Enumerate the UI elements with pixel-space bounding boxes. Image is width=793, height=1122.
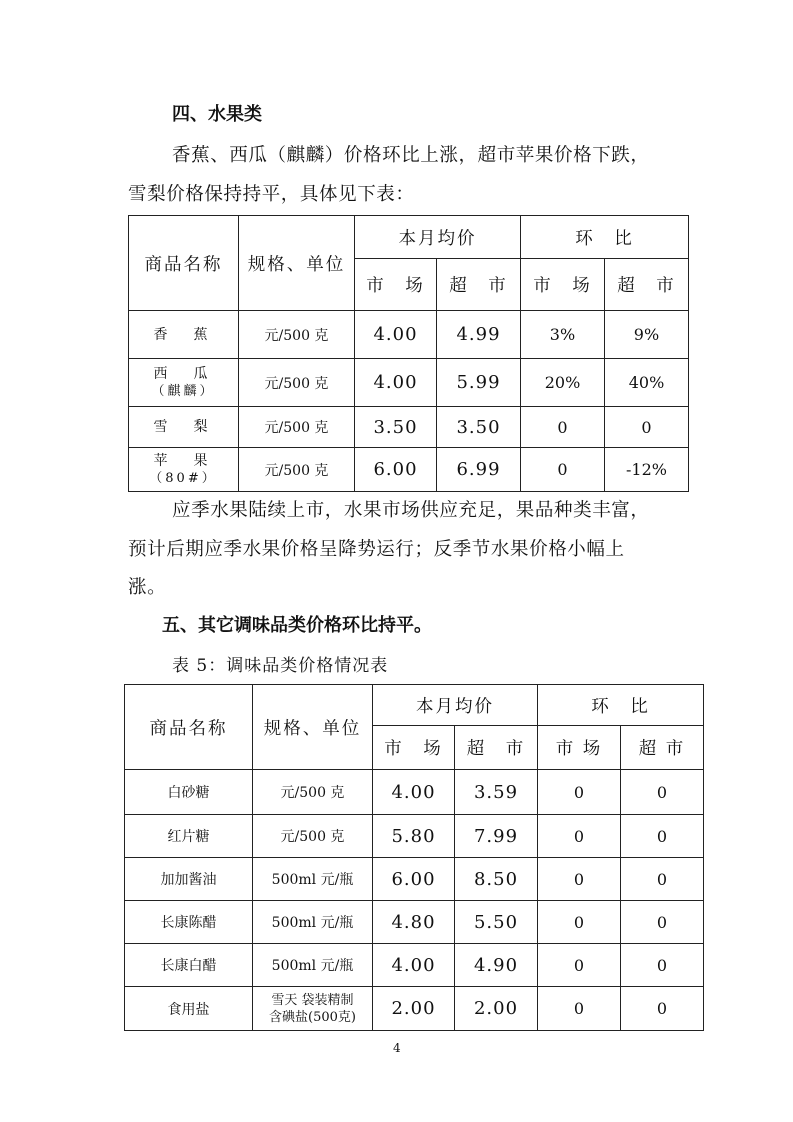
header-price-supermarket: 超 市 xyxy=(455,726,538,770)
mom-supermarket: 0 xyxy=(621,815,704,858)
product-unit: 500ml 元/瓶 xyxy=(253,858,373,901)
header-product-name: 商品名称 xyxy=(125,685,253,770)
header-price-market: 市 场 xyxy=(355,259,437,311)
mom-supermarket: 0 xyxy=(621,944,704,987)
mom-market: 0 xyxy=(538,770,621,815)
price-supermarket: 3.50 xyxy=(437,407,521,448)
section-5-heading: 五、其它调味品类价格环比持平。 xyxy=(162,615,432,636)
header-monthly-average-price: 本月均价 xyxy=(373,685,538,726)
price-supermarket: 5.99 xyxy=(437,359,521,407)
price-market: 4.00 xyxy=(373,944,455,987)
product-name-sub: （80#） xyxy=(149,470,218,486)
header-product-name: 商品名称 xyxy=(129,216,239,311)
condiment-price-table xyxy=(124,684,704,1031)
table-row xyxy=(129,448,689,492)
mom-supermarket: -12% xyxy=(605,448,689,492)
table-row xyxy=(125,901,704,944)
section-4-intro-line-1: 香蕉、西瓜（麒麟）价格环比上涨，超市苹果价格下跌， xyxy=(172,145,650,166)
price-market: 6.00 xyxy=(373,858,455,901)
price-supermarket: 4.90 xyxy=(455,944,538,987)
header-monthly-average-price: 本月均价 xyxy=(355,216,521,259)
price-supermarket: 2.00 xyxy=(455,987,538,1031)
header-price-supermarket: 超 市 xyxy=(437,259,521,311)
product-name xyxy=(129,448,239,492)
mom-market: 0 xyxy=(521,407,605,448)
product-name: 长康白醋 xyxy=(125,944,253,987)
product-name xyxy=(129,359,239,407)
mom-market: 0 xyxy=(538,858,621,901)
price-market: 4.00 xyxy=(355,359,437,407)
product-unit: 元/500 克 xyxy=(253,815,373,858)
product-name: 加加酱油 xyxy=(125,858,253,901)
product-unit: 元/500 克 xyxy=(239,407,355,448)
product-name-sub: （麒麟） xyxy=(151,383,216,399)
product-unit: 元/500 克 xyxy=(239,359,355,407)
product-name-main: 西 瓜 xyxy=(153,365,214,382)
table-row xyxy=(129,407,689,448)
product-unit: 元/500 克 xyxy=(253,770,373,815)
product-unit: 500ml 元/瓶 xyxy=(253,944,373,987)
product-name: 白砂糖 xyxy=(125,770,253,815)
product-name: 香 蕉 xyxy=(129,311,239,359)
section-4-intro-line-2: 雪梨价格保持持平，具体见下表： xyxy=(128,184,415,205)
price-supermarket: 7.99 xyxy=(455,815,538,858)
price-supermarket: 8.50 xyxy=(455,858,538,901)
table-row xyxy=(125,815,704,858)
header-month-on-month: 环 比 xyxy=(538,685,704,726)
price-market: 4.00 xyxy=(373,770,455,815)
table-row xyxy=(125,987,704,1031)
price-supermarket: 5.50 xyxy=(455,901,538,944)
price-market: 3.50 xyxy=(355,407,437,448)
product-unit-line-1: 雪天 袋装精制 xyxy=(271,992,354,1008)
product-name: 食用盐 xyxy=(125,987,253,1031)
product-unit xyxy=(253,987,373,1031)
mom-market: 0 xyxy=(521,448,605,492)
page-number: 4 xyxy=(393,1041,401,1055)
header-mom-market: 市 场 xyxy=(538,726,621,770)
mom-market: 0 xyxy=(538,944,621,987)
mom-supermarket: 40% xyxy=(605,359,689,407)
header-month-on-month: 环 比 xyxy=(521,216,689,259)
mom-market: 20% xyxy=(521,359,605,407)
section-4-outlook-line-1: 应季水果陆续上市，水果市场供应充足，果品种类丰富， xyxy=(172,500,650,521)
header-spec-unit: 规格、单位 xyxy=(253,685,373,770)
table-row xyxy=(125,858,704,901)
mom-market: 0 xyxy=(538,815,621,858)
mom-supermarket: 0 xyxy=(621,770,704,815)
header-spec-unit: 规格、单位 xyxy=(239,216,355,311)
price-market: 6.00 xyxy=(355,448,437,492)
mom-supermarket: 0 xyxy=(621,901,704,944)
mom-supermarket: 9% xyxy=(605,311,689,359)
table-row xyxy=(129,311,689,359)
mom-market: 0 xyxy=(538,901,621,944)
price-market: 5.80 xyxy=(373,815,455,858)
price-market: 4.80 xyxy=(373,901,455,944)
header-mom-supermarket: 超 市 xyxy=(621,726,704,770)
mom-supermarket: 0 xyxy=(621,987,704,1031)
mom-market: 3% xyxy=(521,311,605,359)
table-row xyxy=(125,944,704,987)
table-row xyxy=(129,359,689,407)
product-name-main: 苹 果 xyxy=(153,452,214,469)
price-market: 4.00 xyxy=(355,311,437,359)
section-4-heading: 四、水果类 xyxy=(172,104,262,125)
product-unit: 元/500 克 xyxy=(239,311,355,359)
price-supermarket: 4.99 xyxy=(437,311,521,359)
price-supermarket: 6.99 xyxy=(437,448,521,492)
product-unit: 500ml 元/瓶 xyxy=(253,901,373,944)
mom-supermarket: 0 xyxy=(621,858,704,901)
price-market: 2.00 xyxy=(373,987,455,1031)
mom-market: 0 xyxy=(538,987,621,1031)
product-name: 红片糖 xyxy=(125,815,253,858)
section-4-outlook-line-2: 预计后期应季水果价格呈降势运行；反季节水果价格小幅上 xyxy=(128,539,625,560)
fruit-price-table xyxy=(128,215,689,492)
product-name: 雪 梨 xyxy=(129,407,239,448)
header-price-market: 市 场 xyxy=(373,726,455,770)
product-name: 长康陈醋 xyxy=(125,901,253,944)
product-unit-line-2: 含碘盐(500克) xyxy=(269,1009,356,1025)
table-5-caption: 表 5：调味品类价格情况表 xyxy=(172,656,389,676)
section-4-outlook-line-3: 涨。 xyxy=(128,577,167,598)
product-unit: 元/500 克 xyxy=(239,448,355,492)
header-mom-supermarket: 超 市 xyxy=(605,259,689,311)
mom-supermarket: 0 xyxy=(605,407,689,448)
header-mom-market: 市 场 xyxy=(521,259,605,311)
price-supermarket: 3.59 xyxy=(455,770,538,815)
table-row xyxy=(125,770,704,815)
